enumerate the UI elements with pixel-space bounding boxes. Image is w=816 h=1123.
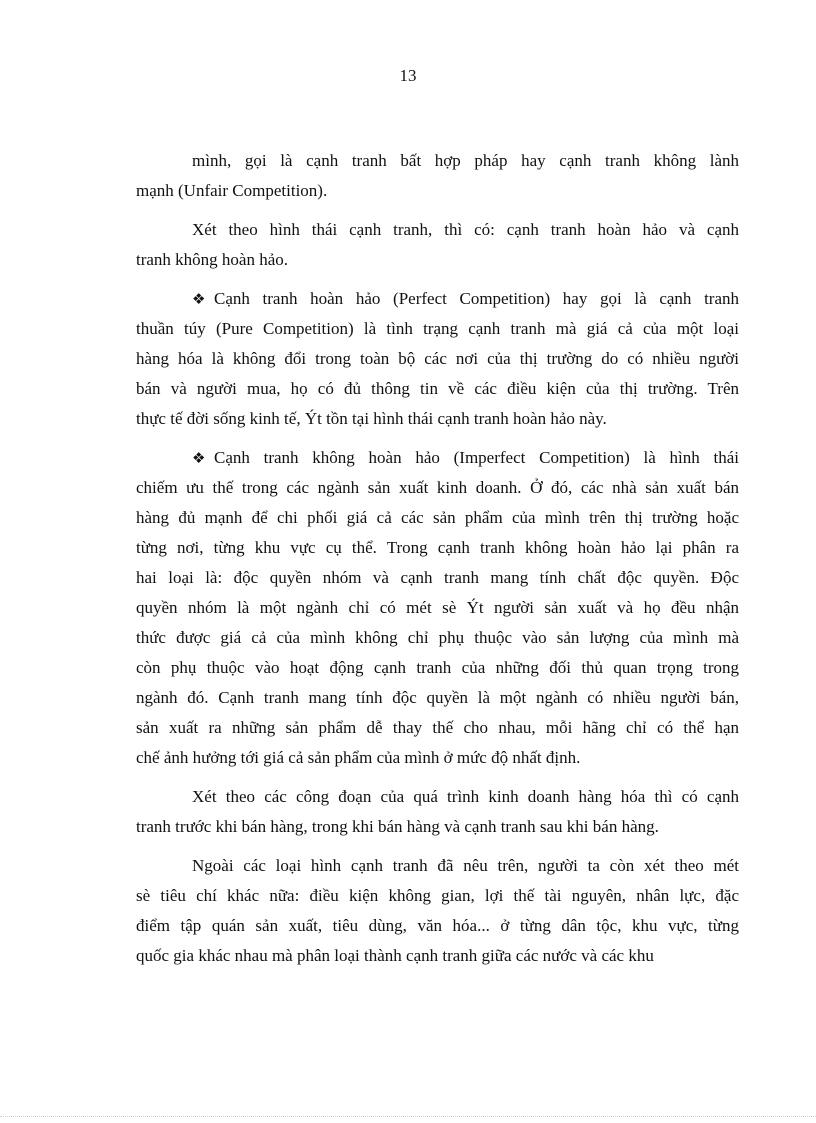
line-text: Xét theo các công đoạn của quá trình kinh doanh hàng hóa thì có cạnh <box>192 787 739 806</box>
paragraph <box>136 215 739 275</box>
text-line <box>136 344 739 374</box>
text-line <box>136 941 739 971</box>
line-text: hàng hóa là không đổi trong toàn bộ các nơi của thị trường do có nhiều người <box>136 349 739 368</box>
diamond-bullet-icon: ❖ <box>192 290 206 308</box>
text-line <box>136 593 739 623</box>
text-line <box>136 623 739 653</box>
text-line <box>136 503 739 533</box>
text-line <box>136 215 739 245</box>
line-text: thuần túy (Pure Competition) là tình trạng cạnh tranh mà giá cả của một loại <box>136 319 739 338</box>
line-text: Cạnh tranh không hoàn hảo (Imperfect Competition) là hình thái <box>214 448 739 467</box>
text-line <box>136 851 739 881</box>
text-line <box>136 563 739 593</box>
document-body <box>136 146 739 980</box>
page-number: 13 <box>399 66 417 85</box>
text-line <box>136 743 739 773</box>
text-line <box>136 314 739 344</box>
paragraph <box>136 782 739 842</box>
text-line <box>136 473 739 503</box>
line-text: thực tế đời sống kinh tế, Ýt tồn tại hình thái cạnh tranh hoàn hảo này. <box>136 409 607 428</box>
line-text: hàng đủ mạnh để chi phối giá cả các sản phẩm của mình trên thị trường hoặc <box>136 508 739 527</box>
line-text: sản xuất ra những sản phẩm dễ thay thế cho nhau, mỗi hãng chỉ có thể hạn <box>136 718 739 737</box>
text-line <box>136 713 739 743</box>
line-text: mình, gọi là cạnh tranh bất hợp pháp hay cạnh tranh không lành <box>192 151 739 170</box>
text-line <box>136 782 739 812</box>
text-line <box>136 683 739 713</box>
text-line <box>136 653 739 683</box>
line-text: sè tiêu chí khác nữa: điều kiện không gian, lợi thế tài nguyên, nhân lực, đặc <box>136 886 739 905</box>
line-text: chế ảnh hưởng tới giá cả sản phẩm của mình ở mức độ nhất định. <box>136 748 581 767</box>
paragraph <box>136 851 739 971</box>
line-text: chiếm ưu thế trong các ngành sản xuất kinh doanh. Ở đó, các nhà sản xuất bán <box>136 478 739 497</box>
text-line <box>136 404 739 434</box>
line-text: quốc gia khác nhau mà phân loại thành cạnh tranh giữa các nước và các khu <box>136 946 654 965</box>
text-line <box>136 533 739 563</box>
line-text: từng nơi, từng khu vực cụ thể. Trong cạnh tranh không hoàn hảo lại phân ra <box>136 538 739 557</box>
line-text: ngành đó. Cạnh tranh mang tính độc quyền là một ngành có nhiều người bán, <box>136 688 739 707</box>
text-line <box>136 245 739 275</box>
text-line <box>136 146 739 176</box>
line-text: Xét theo hình thái cạnh tranh, thì có: cạnh tranh hoàn hảo và cạnh <box>192 220 739 239</box>
text-line <box>136 443 739 473</box>
paragraph <box>136 146 739 206</box>
line-text: thức được giá cả của mình không chỉ phụ thuộc vào sản lượng của mình mà <box>136 628 739 647</box>
line-text: tranh không hoàn hảo. <box>136 250 289 269</box>
line-text: quyền nhóm là một ngành chỉ có mét sè Ýt người sản xuất và họ đều nhận <box>136 598 739 617</box>
line-text: tranh trước khi bán hàng, trong khi bán hàng và cạnh tranh sau khi bán hàng. <box>136 817 659 836</box>
line-text: điểm tập quán sản xuất, tiêu dùng, văn hóa... ở từng dân tộc, khu vực, từng <box>136 916 739 935</box>
paragraph <box>136 443 739 773</box>
diamond-bullet-icon: ❖ <box>192 449 206 467</box>
line-text: hai loại là: độc quyền nhóm và cạnh tranh mang tính chất độc quyền. Độc <box>136 568 739 587</box>
text-line <box>136 374 739 404</box>
page-bottom-divider <box>0 1116 816 1117</box>
text-line <box>136 881 739 911</box>
line-text: Cạnh tranh hoàn hảo (Perfect Competition) hay gọi là cạnh tranh <box>214 289 739 308</box>
text-line <box>136 911 739 941</box>
text-line <box>136 284 739 314</box>
line-text: mạnh (Unfair Competition). <box>136 181 328 200</box>
text-line <box>136 812 739 842</box>
line-text: còn phụ thuộc vào hoạt động cạnh tranh của những đối thủ quan trọng trong <box>136 658 739 677</box>
line-text: bán và người mua, họ có đủ thông tin về các điều kiện của thị trường. Trên <box>136 379 739 398</box>
text-line <box>136 176 739 206</box>
paragraph <box>136 284 739 434</box>
line-text: Ngoài các loại hình cạnh tranh đã nêu trên, người ta còn xét theo mét <box>192 856 739 875</box>
